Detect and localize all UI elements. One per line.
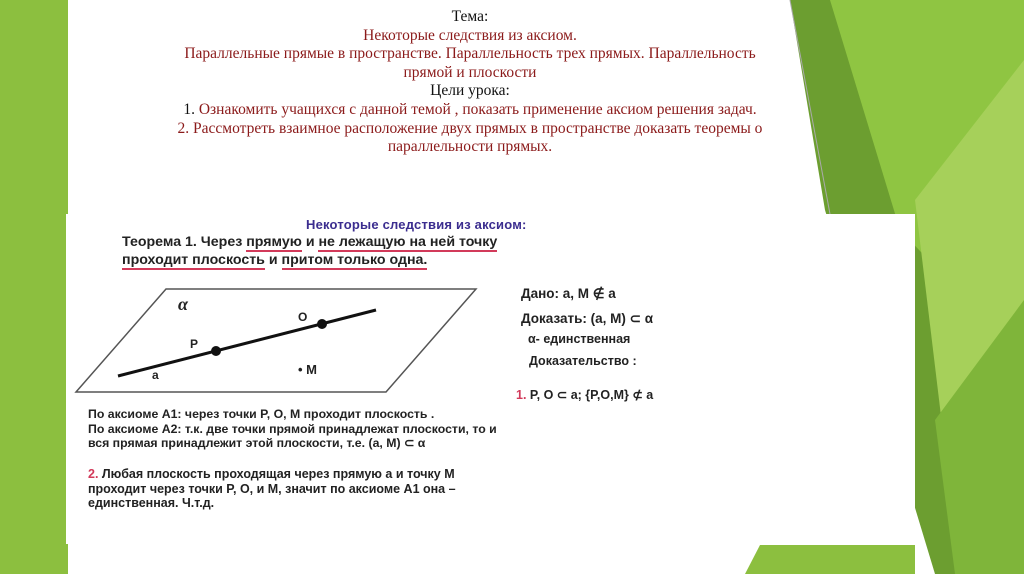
proof-label: Доказательство : [529, 354, 637, 368]
theorem-statement [122, 234, 772, 269]
step-1-text: P, O ⊂ a; {P,O,M} ⊄ a [526, 388, 654, 402]
theorem-prefix: Теорема 1. Через [122, 234, 247, 250]
prove-text: Доказать: (a, M) ⊂ α [521, 311, 654, 326]
theorem-underline-2: не лежащую на ней точку [318, 234, 498, 250]
goal-1-text: Ознакомить учащихся с данной темой , показать применение аксиом решения задач. [194, 100, 757, 118]
theorem-line-1 [122, 234, 772, 252]
step-2-line-a [88, 467, 456, 482]
bottom-green-shape [745, 545, 915, 574]
theorem-underline-1: прямую [246, 234, 302, 250]
theorem-mid-2: и [264, 251, 282, 268]
theorem-underline-3: проходит плоскость [122, 251, 265, 268]
point-o-label: O [298, 310, 308, 324]
given-text: Дано: a, M ∉ a [521, 286, 616, 301]
theorem-underline-4: притом только одна. [281, 251, 428, 268]
point-o-dot [317, 319, 327, 329]
step-2-number: 2. [88, 467, 99, 481]
plane-label: α [178, 294, 188, 314]
axiom-2-line-b: вся прямая принадлежит этой плоскости, т.е. (a, M) ⊂ α [88, 436, 426, 450]
goal-2b: параллельности прямых. [387, 138, 553, 156]
plane-diagram [70, 284, 490, 404]
step-2-line-b: проходит через точки P, O, и M, значит по аксиоме А1 она – [88, 481, 456, 496]
topic-label: Тема: [451, 8, 489, 25]
axiom-explanation [88, 407, 497, 451]
line-a-label: a [152, 368, 159, 382]
lesson-header [80, 8, 860, 157]
plane-alpha [76, 289, 476, 392]
left-green-bar [0, 0, 68, 574]
theorem-mid-1: и [301, 234, 319, 250]
goals-label: Цели урока: [430, 82, 510, 100]
point-p-dot [211, 346, 221, 356]
unique-text: α- единственная [528, 332, 631, 346]
theorem-image-panel [66, 214, 915, 544]
goal-1-number: 1. [183, 100, 195, 118]
axiom-2-line-a: По аксиоме А2: т.к. две точки прямой принадлежат плоскости, то и [88, 421, 497, 436]
step-1-number: 1. [516, 388, 527, 402]
topic-line-2b: прямой и плоскости [403, 63, 537, 81]
goal-2a: 2. Рассмотреть взаимное расположение двух прямых в пространстве доказать теоремы о [177, 119, 763, 137]
point-p-label: P [190, 337, 199, 351]
proof-step-1 [516, 387, 653, 402]
point-m-label: • M [298, 362, 317, 377]
topic-line-1: Некоторые следствия из аксиом. [363, 26, 577, 44]
topic-line-2a: Параллельные прямые в пространстве. Параллельность трех прямых. Параллельность [184, 45, 756, 63]
theorem-line-2 [122, 252, 772, 270]
step-2-text-a: Любая плоскость проходящая через прямую a и точку M [98, 467, 455, 481]
panel-title: Некоторые следствия из аксиом: [306, 217, 527, 232]
step-2-line-c: единственная. Ч.т.д. [88, 496, 215, 510]
axiom-1-line: По аксиоме А1: через точки P, O, M проходит плоскость . [88, 407, 435, 421]
proof-step-2 [88, 467, 456, 511]
goal-1 [80, 101, 860, 120]
